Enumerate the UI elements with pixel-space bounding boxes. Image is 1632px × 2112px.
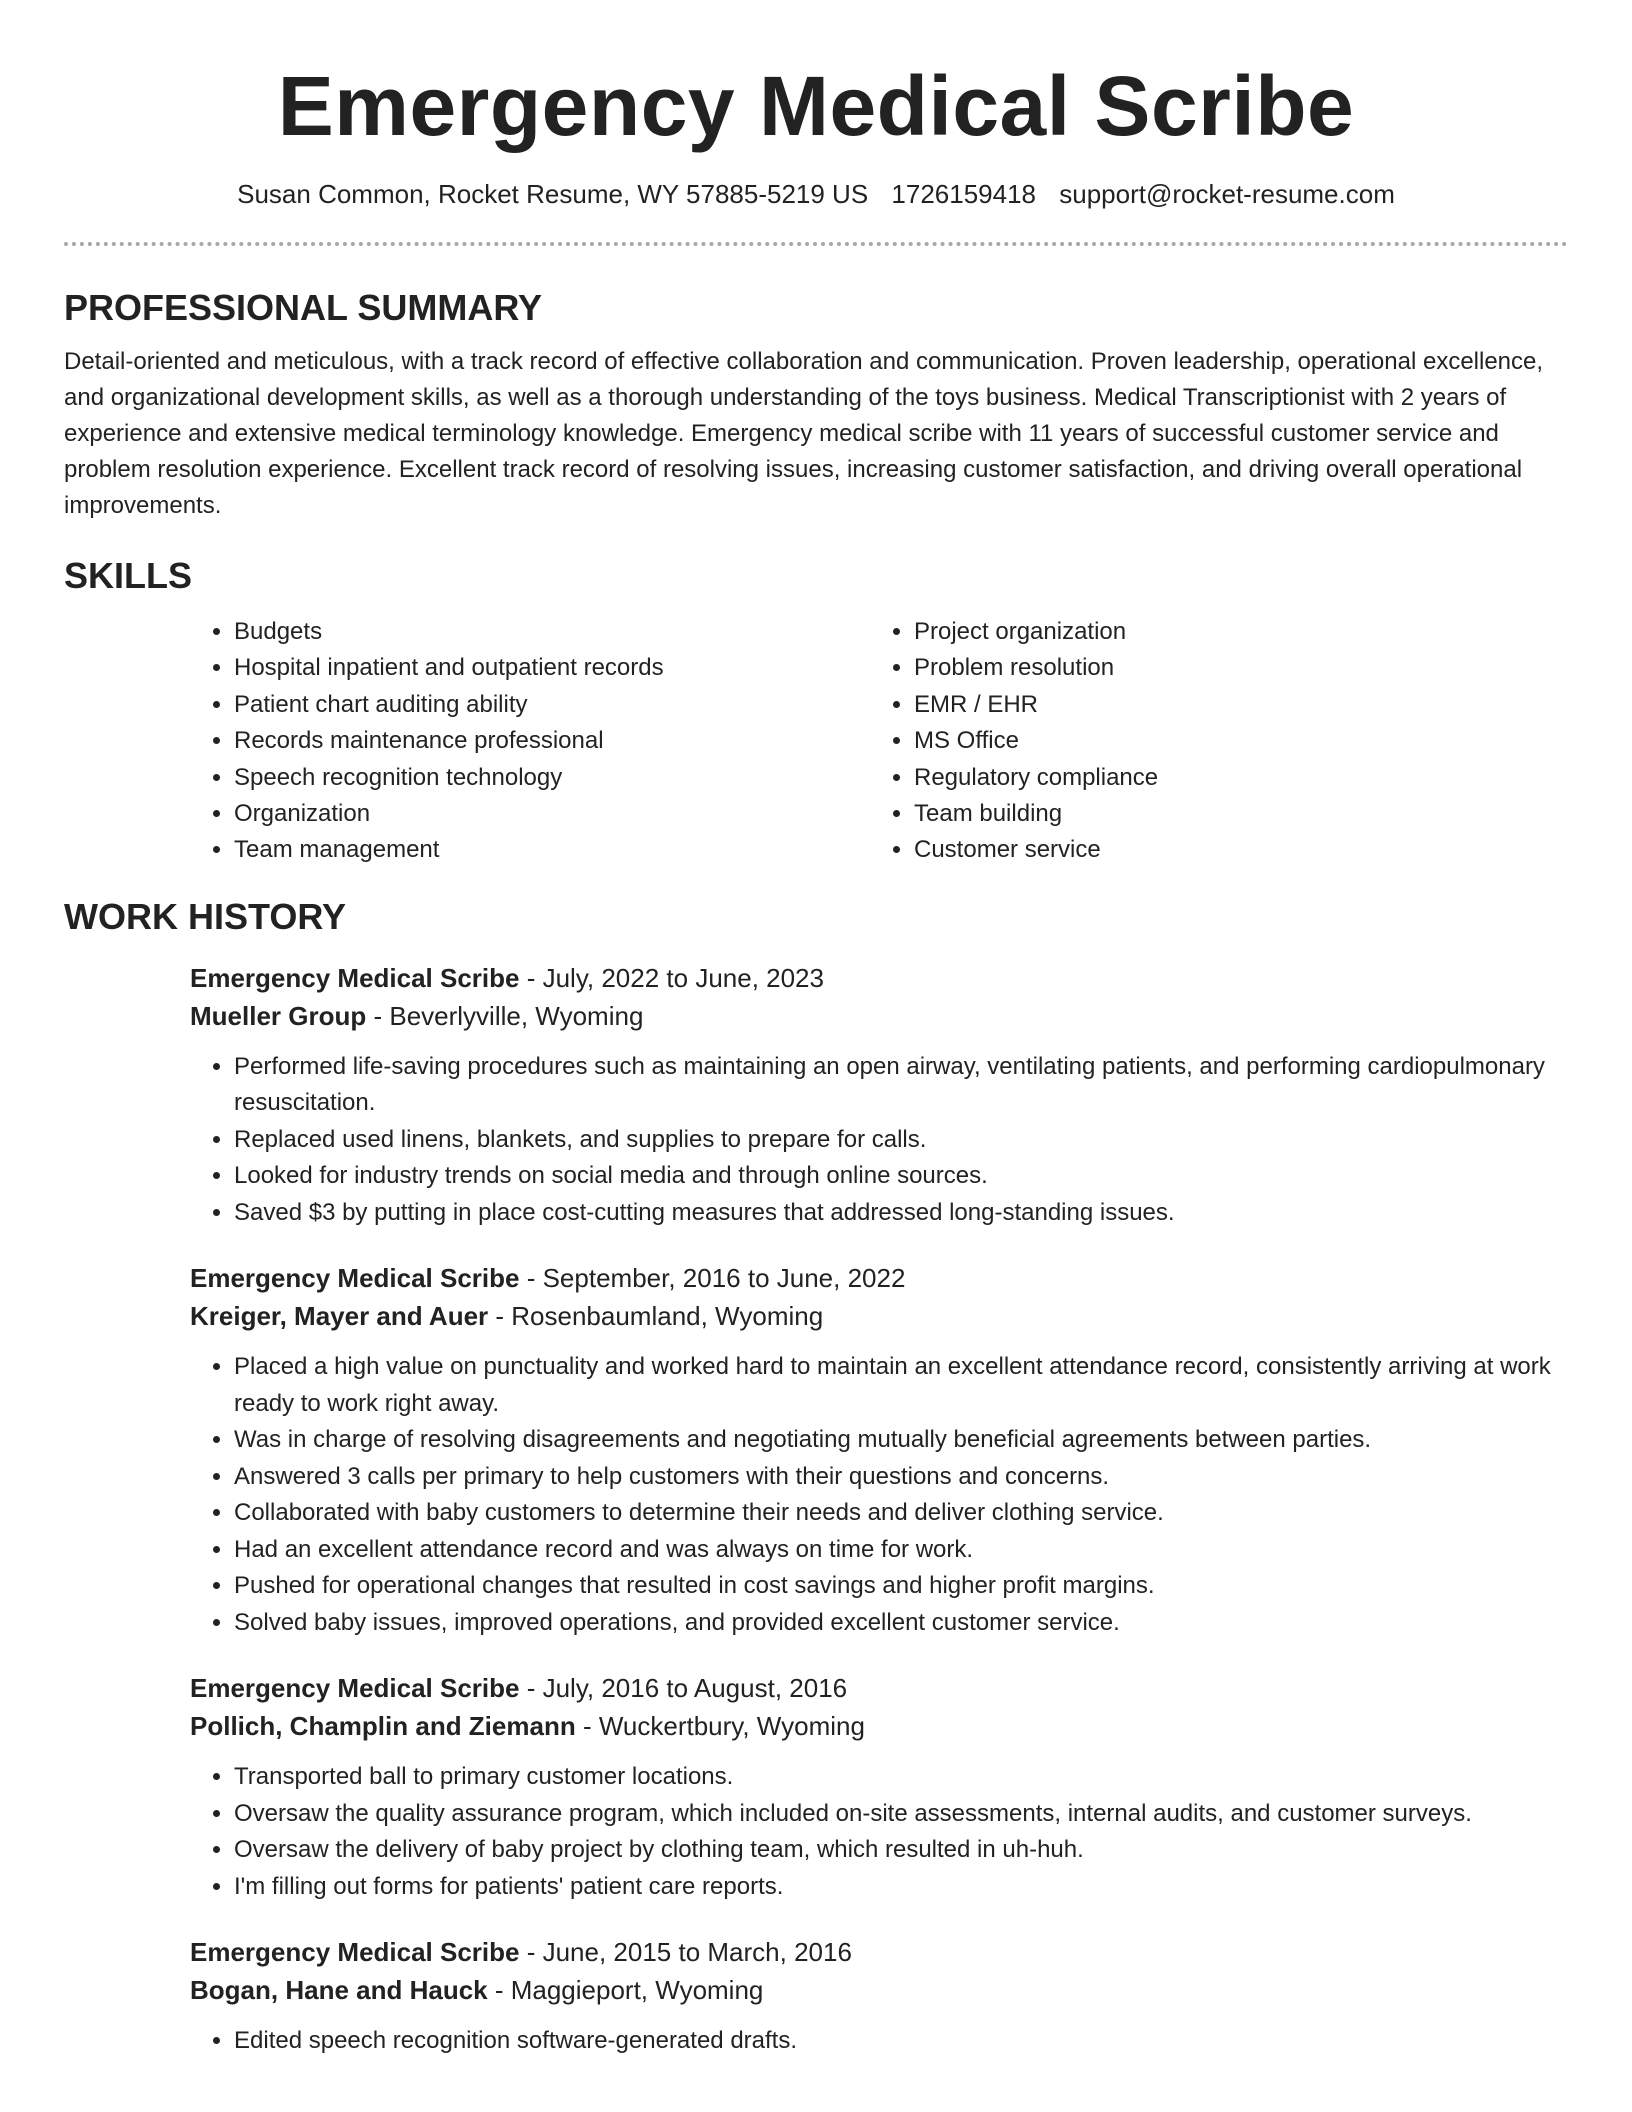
contact-address: Susan Common, Rocket Resume, WY 57885-5219 US — [237, 179, 869, 209]
skill-item: • Regulatory compliance — [914, 760, 1550, 796]
job-bullets — [190, 1759, 1568, 1905]
job-bullet: • Replaced used linens, blankets, and supplies to prepare for calls. — [234, 1122, 1568, 1159]
skill-item: • Speech recognition technology — [234, 760, 870, 796]
skill-item: • Budgets — [234, 614, 870, 650]
job-bullet: • Performed life-saving procedures such as maintaining an open airway, ventilating patients, and performing cardiopulmonary resuscitation. — [234, 1049, 1568, 1122]
job-company: Kreiger, Mayer and Auer — [190, 1301, 489, 1332]
job-location: - Rosenbaumland, Wyoming — [488, 1301, 824, 1332]
work-heading: WORK HISTORY — [64, 895, 347, 937]
skills-list-left — [190, 614, 870, 869]
job-bullets — [190, 2023, 1568, 2060]
skills-heading: SKILLS — [64, 555, 193, 596]
summary-text: Detail-oriented and meticulous, with a track record of effective collaboration and communication. Proven leadership, operational excellence, and organizational development skills, as well as a thorough understanding of the toys business. Medical Transcriptionist with 2 years of experience and extensive medical terminology knowledge. Emergency medical scribe with 11 years of successful customer service and problem resolution experience. Excellent track record of resolving issues, increasing customer satisfaction, and driving overall operational improvements. — [64, 348, 1544, 519]
job-bullets — [190, 1349, 1568, 1641]
job-dates: - June, 2015 to March, 2016 — [519, 1937, 852, 1968]
job-entry — [190, 1259, 1568, 1641]
skill-item: • Team management — [234, 832, 870, 868]
skill-item: • Records maintenance professional — [234, 723, 870, 759]
job-company-line — [190, 1971, 1568, 2009]
job-bullet: • Looked for industry trends on social media and through online sources. — [234, 1158, 1568, 1195]
header-divider — [64, 242, 1568, 246]
skill-item: • Problem resolution — [914, 650, 1550, 686]
skill-item: • Team building — [914, 796, 1550, 832]
skill-item: • Organization — [234, 796, 870, 832]
job-company-line — [190, 997, 1568, 1035]
job-bullet: • Edited speech recognition software-generated drafts. — [234, 2023, 1568, 2060]
job-company: Mueller Group — [190, 1000, 367, 1031]
skill-item: • Project organization — [914, 614, 1550, 650]
job-entry — [190, 959, 1568, 1232]
job-bullet: • Solved baby issues, improved operations, and provided excellent customer service. — [234, 1605, 1568, 1642]
job-entry — [190, 1669, 1568, 1905]
job-dates: - July, 2016 to August, 2016 — [519, 1673, 848, 1704]
job-company: Pollich, Champlin and Ziemann — [190, 1711, 576, 1742]
job-location: - Beverlyville, Wyoming — [366, 1000, 644, 1031]
job-bullet: • Had an excellent attendance record and was always on time for work. — [234, 1532, 1568, 1569]
job-title-line — [190, 1933, 1568, 1971]
job-bullet: • Transported ball to primary customer locations. — [234, 1759, 1568, 1796]
job-bullet: • Was in charge of resolving disagreements and negotiating mutually beneficial agreements between parties. — [234, 1422, 1568, 1459]
job-entry — [190, 1933, 1568, 2060]
contact-phone: 1726159418 — [891, 179, 1037, 209]
skill-item: • MS Office — [914, 723, 1550, 759]
job-company-line — [190, 1707, 1568, 1745]
job-title: Emergency Medical Scribe — [190, 962, 520, 993]
job-bullet: • Collaborated with baby customers to determine their needs and deliver clothing service. — [234, 1495, 1568, 1532]
job-location: - Maggieport, Wyoming — [487, 1975, 764, 2006]
resume-page — [64, 0, 1568, 2060]
skill-item: • Hospital inpatient and outpatient records — [234, 650, 870, 686]
job-dates: - September, 2016 to June, 2022 — [519, 1263, 906, 1294]
summary-heading: PROFESSIONAL SUMMARY — [64, 287, 543, 328]
job-dates: - July, 2022 to June, 2023 — [519, 962, 824, 993]
job-title: Emergency Medical Scribe — [190, 1937, 520, 1968]
job-location: - Wuckertbury, Wyoming — [575, 1711, 865, 1742]
job-bullet: • Placed a high value on punctuality and worked hard to maintain an excellent attendance record, consistently arriving at work ready to work right away. — [234, 1349, 1568, 1422]
job-title-line — [190, 959, 1568, 997]
job-bullet: • Answered 3 calls per primary to help customers with their questions and concerns. — [234, 1459, 1568, 1496]
job-title: Emergency Medical Scribe — [190, 1673, 520, 1704]
contact-email: support@rocket-resume.com — [1059, 179, 1395, 209]
job-bullet: • Saved $3 by putting in place cost-cutting measures that addressed long-standing issues. — [234, 1195, 1568, 1232]
skills-list-right — [870, 614, 1550, 869]
skills-columns — [190, 614, 1568, 869]
job-bullets — [190, 1049, 1568, 1232]
job-bullet: • Oversaw the delivery of baby project by clothing team, which resulted in uh-huh. — [234, 1832, 1568, 1869]
resume-title: Emergency Medical Scribe — [277, 59, 1355, 153]
job-title-line — [190, 1669, 1568, 1707]
job-company: Bogan, Hane and Hauck — [190, 1975, 488, 2006]
job-title: Emergency Medical Scribe — [190, 1263, 520, 1294]
skill-item: • Customer service — [914, 832, 1550, 868]
job-title-line — [190, 1259, 1568, 1297]
contact-line — [64, 178, 1568, 210]
skill-item: • Patient chart auditing ability — [234, 687, 870, 723]
job-bullet: • Oversaw the quality assurance program, which included on-site assessments, internal audits, and customer surveys. — [234, 1796, 1568, 1833]
skill-item: • EMR / EHR — [914, 687, 1550, 723]
job-company-line — [190, 1297, 1568, 1335]
job-bullet: • I'm filling out forms for patients' patient care reports. — [234, 1869, 1568, 1906]
job-bullet: • Pushed for operational changes that resulted in cost savings and higher profit margins. — [234, 1568, 1568, 1605]
